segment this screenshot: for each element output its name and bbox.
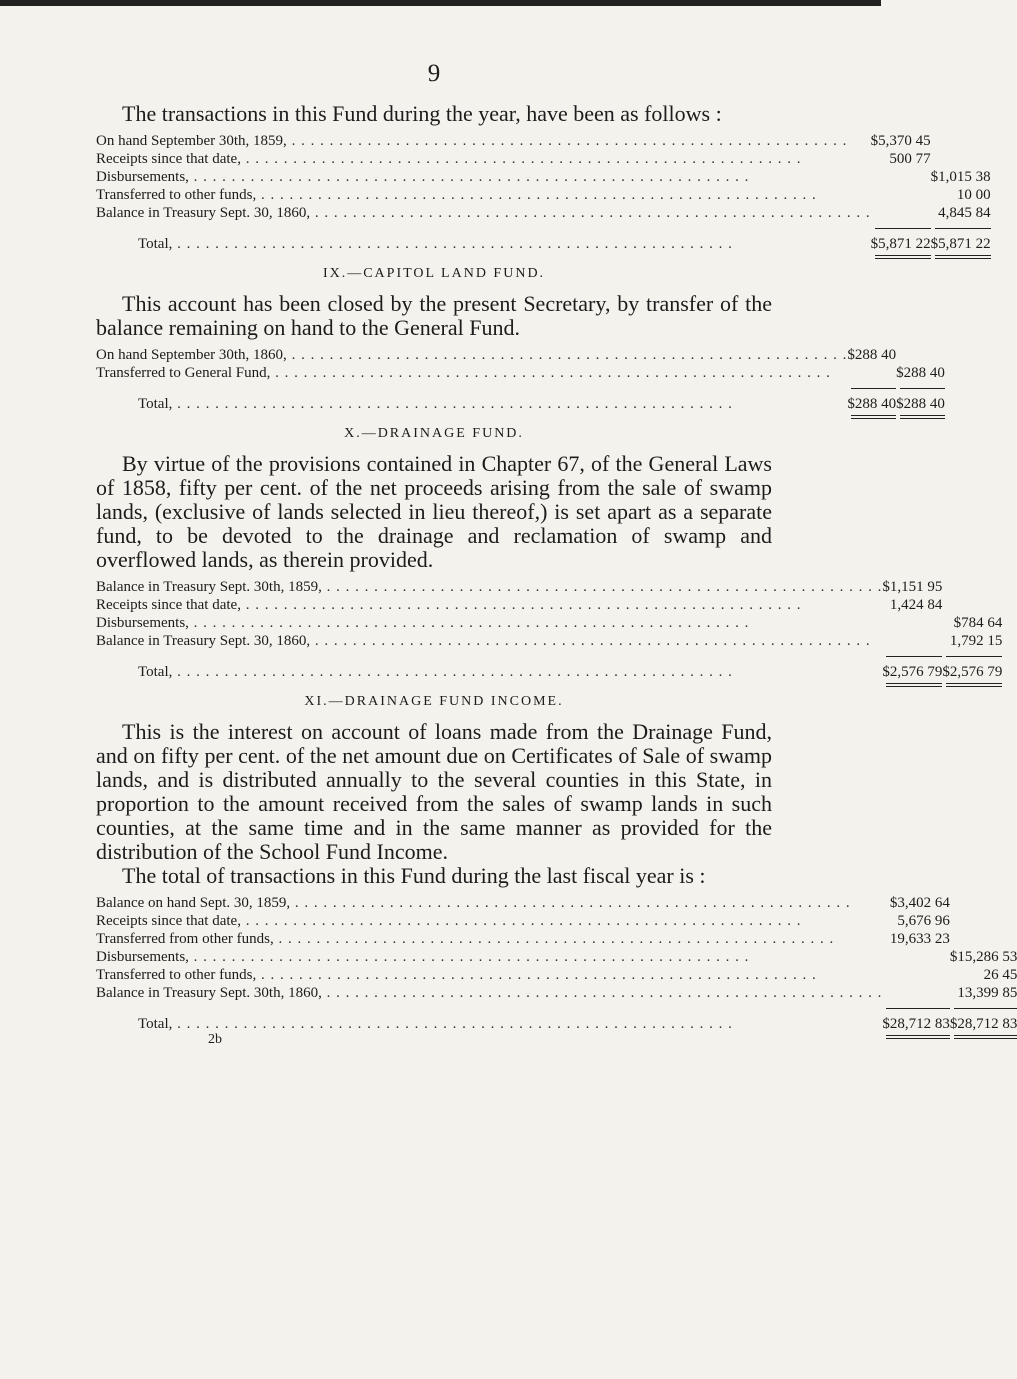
row-amount-1-text: 500 77 [889,151,931,167]
total-row [96,1002,1017,1034]
row-amount-1 [871,132,931,150]
row-amount-1 [847,364,896,382]
leader-dots: . . . . . . . . . . . . . . . . . . . . . . . . . . . . . . . . . . . . . . . . . . . . . . . . . . . . . . . . . . . [286,347,848,363]
row-label [96,132,871,150]
row-label [96,894,882,912]
total-amount-1 [847,382,896,414]
ledger-row [96,966,1017,984]
row-label-text: Transferred to other funds, [96,187,257,203]
ledger-row [96,204,991,222]
row-label [96,912,882,930]
row-label [96,632,882,650]
row-amount-1 [882,596,942,614]
section-ix-ledger [96,346,945,414]
row-amount-2 [896,346,945,364]
row-amount-1-text: $1,151 95 [882,579,943,595]
leader-dots: . . . . . . . . . . . . . . . . . . . . . . . . . . . . . . . . . . . . . . . . . . . . . . . . . . . . . . . . . . . [188,615,750,631]
ledger-row [96,364,945,382]
total-row [96,222,991,254]
row-amount-1-text: 1,424 84 [889,597,943,613]
section-x-ledger [96,578,1002,682]
row-label-text: Balance in Treasury Sept. 30th, 1860, [96,985,322,1001]
total-amount-1 [882,1002,950,1034]
row-amount-2 [942,614,1002,632]
section-xi-text: This is the interest on account of loans made from the Drainage Fund, and on fifty per cent. of the net amount due on Certificates of Sale of swamp lands, and is distributed annually to the several counties in this State, in proportion to the amount received from the sales of swamp lands in such counties, at the same time and in the same manner as provided for the distribution of the School Fund Income. [96,719,772,864]
row-amount-1-text: $288 40 [847,347,897,363]
total-amount-1-text: $288 40 [847,396,897,412]
row-label-text: Disbursements, [96,169,189,185]
leader-dots: . . . . . . . . . . . . . . . . . . . . . . . . . . . . . . . . . . . . . . . . . . . . . . . . . . . . . . . . . . . [240,151,802,167]
total-amount-1-text: $28,712 83 [882,1016,950,1032]
leader-dots: . . . . . . . . . . . . . . . . . . . . . . . . . . . . . . . . . . . . . . . . . . . . . . . . . . . . . . . . . . . [188,169,750,185]
row-label-text: On hand September 30th, 1860, [96,347,287,363]
row-label-text: Receipts since that date, [96,913,241,929]
ledger-row [96,150,991,168]
row-label-text: Balance in Treasury Sept. 30, 1860, [96,205,311,221]
row-label-text: Receipts since that date, [96,151,241,167]
leader-dots: . . . . . . . . . . . . . . . . . . . . . . . . . . . . . . . . . . . . . . . . . . . . . . . . . . . . . . . . . . . [321,985,883,1001]
total-amount-2-text: $28,712 83 [949,1016,1017,1032]
row-amount-1 [882,614,942,632]
row-amount-1 [871,204,931,222]
row-amount-2-text: $288 40 [896,365,945,381]
row-label [96,204,871,222]
total-amount-2 [896,382,945,414]
row-amount-2 [950,912,1017,930]
row-amount-1 [882,966,950,984]
total-amount-2-text: $2,576 79 [942,664,1003,680]
row-amount-2-text: $784 64 [953,615,1003,631]
ledger-row [96,186,991,204]
leader-dots: . . . . . . . . . . . . . . . . . . . . . . . . . . . . . . . . . . . . . . . . . . . . . . . . . . . . . . . . . . . [256,187,817,203]
row-amount-2 [931,204,991,222]
row-amount-2 [950,894,1017,912]
ledger-body [96,894,1017,1034]
leader-dots: . . . . . . . . . . . . . . . . . . . . . . . . . . . . . . . . . . . . . . . . . . . . . . . . . . . . . . . . . . . [270,365,831,381]
row-amount-1 [871,168,931,186]
row-amount-2-text: $15,286 53 [949,949,1017,965]
row-amount-2 [931,168,991,186]
ledger-row [96,132,991,150]
total-row [96,382,945,414]
ledger-row [96,894,1017,912]
row-label [96,150,871,168]
row-amount-2 [950,984,1017,1002]
row-amount-2-text: 13,399 85 [957,985,1017,1001]
leader-dots: . . . . . . . . . . . . . . . . . . . . . . . . . . . . . . . . . . . . . . . . . . . . . . . . . . . . . . . . . . . [321,579,883,595]
total-amount-2 [942,650,1002,682]
ledger-row [96,596,1002,614]
total-label-text: Total, [138,664,173,680]
row-amount-1-text: $5,370 45 [870,133,931,149]
document-page [96,60,1017,1048]
row-label [96,168,871,186]
total-label-text: Total, [138,236,173,252]
row-label-text: Transferred from other funds, [96,931,274,947]
leader-dots: . . . . . . . . . . . . . . . . . . . . . . . . . . . . . . . . . . . . . . . . . . . . . . . . . . . . . . . . . . . [310,633,871,649]
row-label-text: Balance in Treasury Sept. 30, 1860, [96,633,311,649]
total-label [96,1002,882,1034]
row-amount-1 [871,150,931,168]
leader-dots: . . . . . . . . . . . . . . . . . . . . . . . . . . . . . . . . . . . . . . . . . . . . . . . . . . . . . . . . . . . [172,1016,733,1032]
leader-dots: . . . . . . . . . . . . . . . . . . . . . . . . . . . . . . . . . . . . . . . . . . . . . . . . . . . . . . . . . . . [290,895,851,911]
total-label [96,650,882,682]
leader-dots: . . . . . . . . . . . . . . . . . . . . . . . . . . . . . . . . . . . . . . . . . . . . . . . . . . . . . . . . . . . [240,597,802,613]
row-amount-1 [882,930,950,948]
row-label [96,596,882,614]
total-amount-1-text: $5,871 22 [870,236,931,252]
row-amount-1 [882,948,950,966]
total-label [96,382,847,414]
ledger-row [96,912,1017,930]
leader-dots: . . . . . . . . . . . . . . . . . . . . . . . . . . . . . . . . . . . . . . . . . . . . . . . . . . . . . . . . . . . [256,967,817,983]
row-amount-2-text: $1,015 38 [930,169,991,185]
ledger-row [96,984,1017,1002]
row-amount-2 [942,578,1002,596]
row-amount-1 [882,632,942,650]
total-amount-2-text: $5,871 22 [930,236,991,252]
section-xi-ledger [96,894,1017,1034]
row-label [96,346,847,364]
row-amount-1-text: 5,676 96 [897,913,950,929]
row-amount-1-text: 19,633 23 [889,931,950,947]
page-number: 9 [427,60,441,87]
page-top-edge [0,0,881,6]
row-label [96,984,882,1002]
row-amount-1 [871,186,931,204]
row-label [96,966,882,984]
leader-dots: . . . . . . . . . . . . . . . . . . . . . . . . . . . . . . . . . . . . . . . . . . . . . . . . . . . . . . . . . . . [240,913,802,929]
row-label-text: On hand September 30th, 1859, [96,133,287,149]
leader-dots: . . . . . . . . . . . . . . . . . . . . . . . . . . . . . . . . . . . . . . . . . . . . . . . . . . . . . . . . . . . [188,949,750,965]
row-label-text: Receipts since that date, [96,597,241,613]
row-label [96,948,882,966]
leader-dots: . . . . . . . . . . . . . . . . . . . . . . . . . . . . . . . . . . . . . . . . . . . . . . . . . . . . . . . . . . . [172,396,733,412]
row-amount-2 [896,364,945,382]
row-amount-2-text: 4,845 84 [938,205,991,221]
row-label [96,930,882,948]
ledger-row [96,948,1017,966]
ledger-row [96,578,1002,596]
row-amount-2 [931,150,991,168]
row-amount-1 [882,894,950,912]
row-amount-2 [942,632,1002,650]
leader-dots: . . . . . . . . . . . . . . . . . . . . . . . . . . . . . . . . . . . . . . . . . . . . . . . . . . . . . . . . . . . [273,931,835,947]
leader-dots: . . . . . . . . . . . . . . . . . . . . . . . . . . . . . . . . . . . . . . . . . . . . . . . . . . . . . . . . . . . [310,205,871,221]
total-label-text: Total, [138,396,173,412]
row-amount-1 [847,346,896,364]
section-ix-heading: IX.—CAPITOL LAND FUND. [322,266,546,281]
section-x-text: By virtue of the provisions contained in Chapter 67, of the General Laws of 1858, fifty per cent. of the net proceeds arising from the sale of swamp lands, (exclusive of lands selected in lieu thereof,) is set apart as a separate fund, to be devoted to the drainage and reclamation of swamp and overflowed lands, as therein provided. [96,451,772,572]
section-viii-ledger [96,132,991,254]
section-ix-text: This account has been closed by the present Secretary, by transfer of the balance remaining on hand to the General Fund. [96,291,772,340]
total-amount-2 [931,222,991,254]
row-label [96,186,871,204]
total-amount-1 [871,222,931,254]
leader-dots: . . . . . . . . . . . . . . . . . . . . . . . . . . . . . . . . . . . . . . . . . . . . . . . . . . . . . . . . . . . [286,133,848,149]
leader-dots: . . . . . . . . . . . . . . . . . . . . . . . . . . . . . . . . . . . . . . . . . . . . . . . . . . . . . . . . . . . [172,236,733,252]
ledger-row [96,346,945,364]
row-label-text: Transferred to other funds, [96,967,257,983]
row-amount-2 [942,596,1002,614]
section-xi-heading: XI.—DRAINAGE FUND INCOME. [304,694,564,709]
ledger-row [96,632,1002,650]
ledger-body [96,346,945,414]
row-amount-2 [931,132,991,150]
ledger-row [96,614,1002,632]
row-label [96,364,847,382]
signature-mark: 2b [208,1032,222,1047]
ledger-body [96,132,991,254]
row-label-text: Transferred to General Fund, [96,365,271,381]
row-label-text: Balance on hand Sept. 30, 1859, [96,895,291,911]
section-xi-text2: The total of transactions in this Fund during the last fiscal year is : [122,863,706,888]
row-amount-1 [882,578,942,596]
row-amount-2 [950,966,1017,984]
row-amount-2-text: 10 00 [956,187,991,203]
section-x-heading: X.—DRAINAGE FUND. [344,426,524,441]
row-label-text: Disbursements, [96,615,189,631]
row-amount-2-text: 1,792 15 [949,633,1003,649]
row-label-text: Disbursements, [96,949,189,965]
ledger-row [96,930,1017,948]
total-label-text: Total, [138,1016,173,1032]
ledger-body [96,578,1002,682]
row-amount-2 [931,186,991,204]
row-amount-2 [950,948,1017,966]
total-amount-2-text: $288 40 [896,396,945,412]
total-amount-2 [950,1002,1017,1034]
row-amount-2-text: 26 45 [983,967,1017,983]
section-viii-intro: The transactions in this Fund during the year, have been as follows : [122,101,722,126]
row-label [96,578,882,596]
total-amount-1 [882,650,942,682]
row-amount-1 [882,912,950,930]
row-amount-1 [882,984,950,1002]
row-label [96,614,882,632]
row-amount-2 [950,930,1017,948]
leader-dots: . . . . . . . . . . . . . . . . . . . . . . . . . . . . . . . . . . . . . . . . . . . . . . . . . . . . . . . . . . . [172,664,733,680]
total-row [96,650,1002,682]
row-amount-1-text: $3,402 64 [889,895,950,911]
total-amount-1-text: $2,576 79 [882,664,943,680]
row-label-text: Balance in Treasury Sept. 30th, 1859, [96,579,322,595]
total-label [96,222,871,254]
ledger-row [96,168,991,186]
